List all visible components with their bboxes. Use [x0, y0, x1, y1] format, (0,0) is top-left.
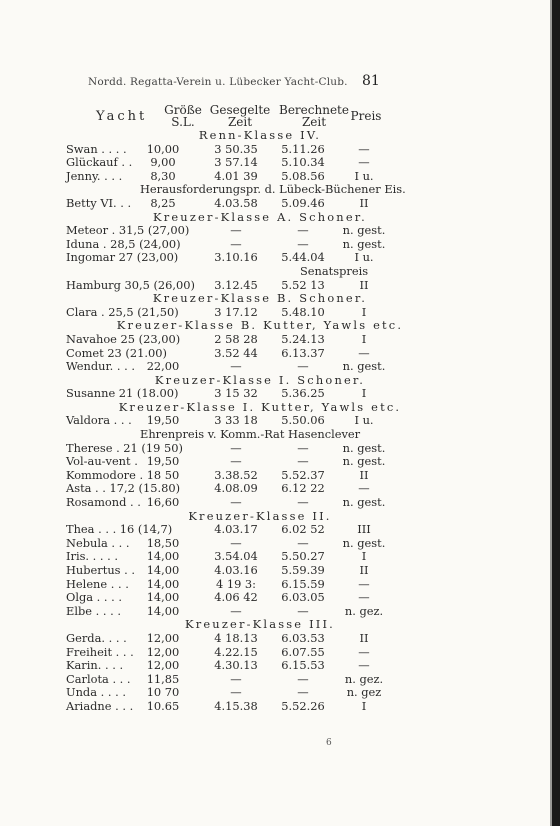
col-sailed-line2: Zeit: [227, 115, 253, 129]
table-row: [0, 454, 560, 468]
sailed-time: 4.06 42: [214, 590, 258, 605]
prize-note: [0, 427, 560, 441]
sailed-time: —: [230, 685, 242, 700]
calculated-time: —: [297, 359, 309, 374]
sailed-time: 3.10.16: [214, 250, 258, 265]
prize-cell: I u.: [354, 250, 374, 265]
yacht-size: 12,00: [146, 644, 180, 659]
prize-cell: I: [361, 304, 367, 319]
calculated-time: 6.15.59: [281, 576, 325, 591]
class-heading: [0, 128, 560, 142]
calculated-time: 5.08.56: [281, 168, 325, 183]
table-row: [0, 522, 560, 536]
yacht-size: 14,00: [146, 576, 180, 591]
yacht-name: Hubertus . .: [66, 563, 135, 577]
col-yacht: Yacht: [96, 109, 148, 124]
prize-cell: —: [358, 155, 370, 170]
prize-cell: I u.: [354, 413, 374, 428]
table-row: [0, 699, 560, 713]
calculated-time: 6.03.05: [281, 590, 325, 605]
calculated-time: —: [297, 236, 309, 251]
calculated-time: 5.36.25: [281, 386, 325, 401]
prize-cell: I u.: [354, 168, 374, 183]
prize-cell: n. gest.: [342, 359, 386, 374]
prize-cell: II: [359, 467, 369, 482]
yacht-name: Rosamond . .: [66, 495, 141, 510]
table-row: [0, 549, 560, 563]
yacht-name: Meteor . 31,5 (27,00): [66, 223, 190, 238]
class-heading-text: Kreuzer-Klasse B. Kutter, Yawls etc.: [116, 318, 404, 333]
sailed-time: 4.08.09: [214, 481, 258, 496]
table-row: [0, 495, 560, 509]
yacht-name: Carlota . . .: [66, 671, 131, 686]
sailed-time: 4.01 39: [214, 168, 258, 183]
table-row: [0, 536, 560, 550]
calculated-time: 5.50.27: [281, 549, 325, 564]
sailed-time: 3 57.14: [214, 155, 258, 170]
yacht-size: 12,00: [146, 630, 180, 645]
yacht-name: Iduna . 28,5 (24,00): [66, 236, 181, 251]
class-heading: [0, 617, 560, 631]
calculated-time: 5.50.06: [281, 413, 325, 428]
prize-cell: II: [359, 563, 369, 577]
table-row: [0, 359, 560, 373]
sailed-time: 4.22.15: [214, 644, 258, 659]
prize-cell: —: [358, 644, 370, 659]
table-row: [0, 441, 560, 455]
prize-cell: n. gest.: [342, 535, 386, 550]
calculated-time: 6.15.53: [281, 658, 325, 673]
yacht-name: Nebula . . .: [66, 535, 130, 550]
table-row: [0, 468, 560, 482]
table-row: [0, 142, 560, 156]
calculated-time: 5.44.04: [281, 250, 325, 265]
page-number: 81: [362, 73, 380, 89]
yacht-name: Comet 23 (21.00): [66, 345, 167, 360]
yacht-name: Elbe . . . .: [66, 603, 121, 618]
table-row: [0, 658, 560, 672]
yacht-name: Navahoe 25 (23,00): [66, 331, 181, 346]
sailed-time: 3 33 18: [214, 413, 258, 428]
class-heading: [0, 509, 560, 523]
sailed-time: 4 18.13: [214, 630, 258, 645]
sailed-time: —: [230, 440, 242, 455]
calculated-time: —: [297, 535, 309, 550]
class-heading-text: Renn-Klasse IV.: [198, 128, 322, 142]
calculated-time: —: [297, 440, 309, 455]
yacht-size: 19,50: [146, 454, 180, 469]
col-sailed-line1: Gesegelte: [209, 103, 271, 117]
yacht-size: 9,00: [150, 155, 176, 170]
yacht-name: Ingomar 27 (23,00): [66, 250, 179, 265]
sailed-time: 3.12.45: [214, 277, 258, 292]
calculated-time: 6.03.53: [281, 630, 325, 645]
col-prize: Preis: [350, 109, 382, 123]
yacht-size: 8,25: [150, 195, 176, 210]
table-row: [0, 332, 560, 346]
table-row: [0, 169, 560, 183]
prize-cell: —: [358, 658, 370, 673]
yacht-name: Swan . . . .: [66, 141, 127, 156]
table-row: [0, 278, 560, 292]
yacht-name: Jenny. . . .: [66, 168, 123, 183]
calculated-time: 5.52 13: [281, 277, 325, 292]
sailed-time: —: [230, 236, 242, 251]
class-heading-text: Kreuzer-Klasse B. Schoner.: [152, 291, 368, 306]
prize-cell: I: [361, 698, 367, 713]
yacht-name: Freiheit . . .: [66, 644, 134, 659]
prize-cell: I: [361, 331, 367, 346]
yacht-name: Unda . . . .: [66, 685, 126, 700]
prize-cell: —: [358, 345, 370, 360]
sailed-time: —: [230, 359, 242, 374]
sailed-time: 3 17.12: [214, 304, 258, 319]
table-row: [0, 685, 560, 699]
yacht-name: Asta . . 17,2 (15.80): [66, 481, 181, 496]
table-row: [0, 481, 560, 495]
table-row: [0, 577, 560, 591]
yacht-name: Susanne 21 (18.00): [66, 386, 179, 401]
yacht-name: Karin. . . .: [66, 658, 124, 673]
yacht-name: Clara . 25,5 (21,50): [66, 304, 179, 319]
prize-cell: I: [361, 549, 367, 564]
calculated-time: 5.59.39: [281, 563, 325, 577]
col-size-line1: Größe: [164, 103, 202, 117]
yacht-name: Betty VI. . .: [66, 195, 132, 210]
yacht-size: 14,00: [146, 590, 180, 605]
table-row: [0, 413, 560, 427]
table-row: [0, 196, 560, 210]
calculated-time: 5.52.37: [281, 467, 325, 482]
table-row: [0, 386, 560, 400]
sailed-time: 4.30.13: [214, 658, 258, 673]
yacht-size: 8,30: [150, 168, 176, 183]
prize-cell: n. gez.: [344, 671, 384, 686]
sailed-time: 3 50.35: [214, 141, 258, 156]
sailed-time: —: [230, 454, 242, 469]
prize-cell: II: [359, 195, 369, 210]
prize-cell: n. gest.: [342, 236, 386, 251]
yacht-size: 18 50: [146, 467, 180, 482]
sailed-time: 4.03.58: [214, 195, 258, 210]
calculated-time: —: [297, 685, 309, 700]
yacht-size: 10,00: [146, 141, 180, 156]
class-heading-text: Kreuzer-Klasse I. Kutter, Yawls etc.: [118, 399, 402, 414]
yacht-size: 16,60: [146, 495, 180, 510]
col-size-line2: S.L.: [171, 115, 195, 129]
class-heading: [0, 210, 560, 224]
sailed-time: 3 15 32: [214, 386, 258, 401]
calculated-time: 6.12 22: [281, 481, 325, 496]
sailed-time: 3.54.04: [214, 549, 258, 564]
calculated-time: 5.10.34: [281, 155, 325, 170]
prize-cell: n. gest.: [342, 223, 386, 238]
yacht-size: 18,50: [146, 535, 180, 550]
calculated-time: 5.24.13: [281, 331, 325, 346]
prize-cell: —: [358, 576, 370, 591]
table-row: [0, 604, 560, 618]
sailed-time: —: [230, 495, 242, 510]
table-row: [0, 155, 560, 169]
yacht-size: 14,00: [146, 563, 180, 577]
yacht-name: Kommodore .: [66, 467, 144, 482]
prize-cell: II: [359, 277, 369, 292]
prize-cell: III: [357, 522, 371, 537]
table-row: [0, 250, 560, 264]
signature-mark: 6: [326, 738, 332, 748]
yacht-name: Therese . 21 (19 50): [66, 440, 183, 455]
calculated-time: 5.48.10: [281, 304, 325, 319]
prize-cell: n. gest.: [342, 440, 386, 455]
calculated-time: 6.13.37: [281, 345, 325, 360]
prize-cell: n. gez.: [344, 603, 384, 618]
yacht-name: Wendur. . . .: [66, 359, 136, 374]
yacht-size: 12,00: [146, 658, 180, 673]
class-heading-text: Kreuzer-Klasse III.: [185, 617, 335, 632]
yacht-name: Helene . . .: [66, 576, 129, 591]
calculated-time: —: [297, 454, 309, 469]
prize-note: [0, 264, 560, 278]
prize-cell: n. gest.: [342, 454, 386, 469]
prize-note-text: Senatspreis: [300, 263, 369, 278]
yacht-size: 11,85: [146, 671, 180, 686]
prize-cell: —: [358, 481, 370, 496]
results-table: [0, 128, 560, 713]
class-heading-text: Kreuzer-Klasse I. Schoner.: [154, 372, 366, 387]
col-calc-line2: Zeit: [301, 115, 327, 129]
class-heading: [0, 291, 560, 305]
yacht-name: Vol-au-vent .: [66, 454, 138, 469]
yacht-size: 14,00: [146, 603, 180, 618]
sailed-time: 2 58 28: [214, 331, 258, 346]
yacht-name: Ariadne . . .: [66, 698, 134, 713]
calculated-time: —: [297, 671, 309, 686]
table-row: [0, 563, 560, 577]
class-heading: [0, 318, 560, 332]
calculated-time: 6.07.55: [281, 644, 325, 659]
sailed-time: —: [230, 223, 242, 238]
calculated-time: —: [297, 495, 309, 510]
prize-note-text: Ehrenpreis v. Komm.-Rat Hasenclever: [140, 427, 361, 442]
table-row: [0, 223, 560, 237]
yacht-size: 10.65: [146, 698, 180, 713]
calculated-time: 5.11.26: [281, 141, 325, 156]
calculated-time: 6.02 52: [281, 522, 325, 537]
class-heading: [0, 373, 560, 387]
yacht-name: Glückauf . .: [66, 155, 133, 170]
prize-note: [0, 182, 560, 196]
sailed-time: —: [230, 603, 242, 618]
yacht-name: Iris. . . . .: [66, 549, 119, 564]
prize-cell: n. gest.: [342, 495, 386, 510]
yacht-size: 19,50: [146, 413, 180, 428]
table-row: [0, 672, 560, 686]
calculated-time: —: [297, 603, 309, 618]
class-heading-text: Kreuzer-Klasse II.: [188, 508, 332, 523]
col-calc-line1: Berechnete: [279, 103, 349, 117]
prize-cell: II: [359, 630, 369, 645]
class-heading-text: Kreuzer-Klasse A. Schoner.: [153, 209, 367, 224]
yacht-size: 10 70: [146, 685, 180, 700]
table-row: [0, 590, 560, 604]
yacht-name: Olga . . . .: [66, 590, 123, 605]
prize-cell: I: [361, 386, 367, 401]
table-row: [0, 346, 560, 360]
prize-note-text: Herausforderungspr. d. Lübeck-Büchener Eis.: [140, 182, 406, 197]
sailed-time: —: [230, 535, 242, 550]
yacht-name: Thea . . . 16 (14,7): [66, 522, 173, 537]
yacht-name: Valdora . . .: [66, 413, 132, 428]
yacht-size: 22,00: [146, 359, 180, 374]
calculated-time: 5.52.26: [281, 698, 325, 713]
sailed-time: 3.38.52: [214, 467, 258, 482]
sailed-time: 3.52 44: [214, 345, 258, 360]
prize-cell: —: [358, 141, 370, 156]
sailed-time: 4.03.16: [214, 563, 258, 577]
prize-cell: —: [358, 590, 370, 605]
sailed-time: 4 19 3:: [215, 576, 257, 591]
table-row: [0, 237, 560, 251]
yacht-size: 14,00: [146, 549, 180, 564]
yacht-name: Gerda. . . .: [66, 630, 127, 645]
sailed-time: 4.03.17: [214, 522, 258, 537]
sailed-time: —: [230, 671, 242, 686]
table-row: [0, 645, 560, 659]
yacht-name: Hamburg 30,5 (26,00): [66, 277, 195, 292]
sailed-time: 4.15.38: [214, 698, 258, 713]
running-title: Nordd. Regatta-Verein u. Lübecker Yacht-Club.: [88, 76, 348, 88]
calculated-time: —: [297, 223, 309, 238]
table-row: [0, 305, 560, 319]
class-heading: [0, 400, 560, 414]
table-row: [0, 631, 560, 645]
prize-cell: n. gez: [346, 685, 382, 700]
calculated-time: 5.09.46: [281, 195, 325, 210]
